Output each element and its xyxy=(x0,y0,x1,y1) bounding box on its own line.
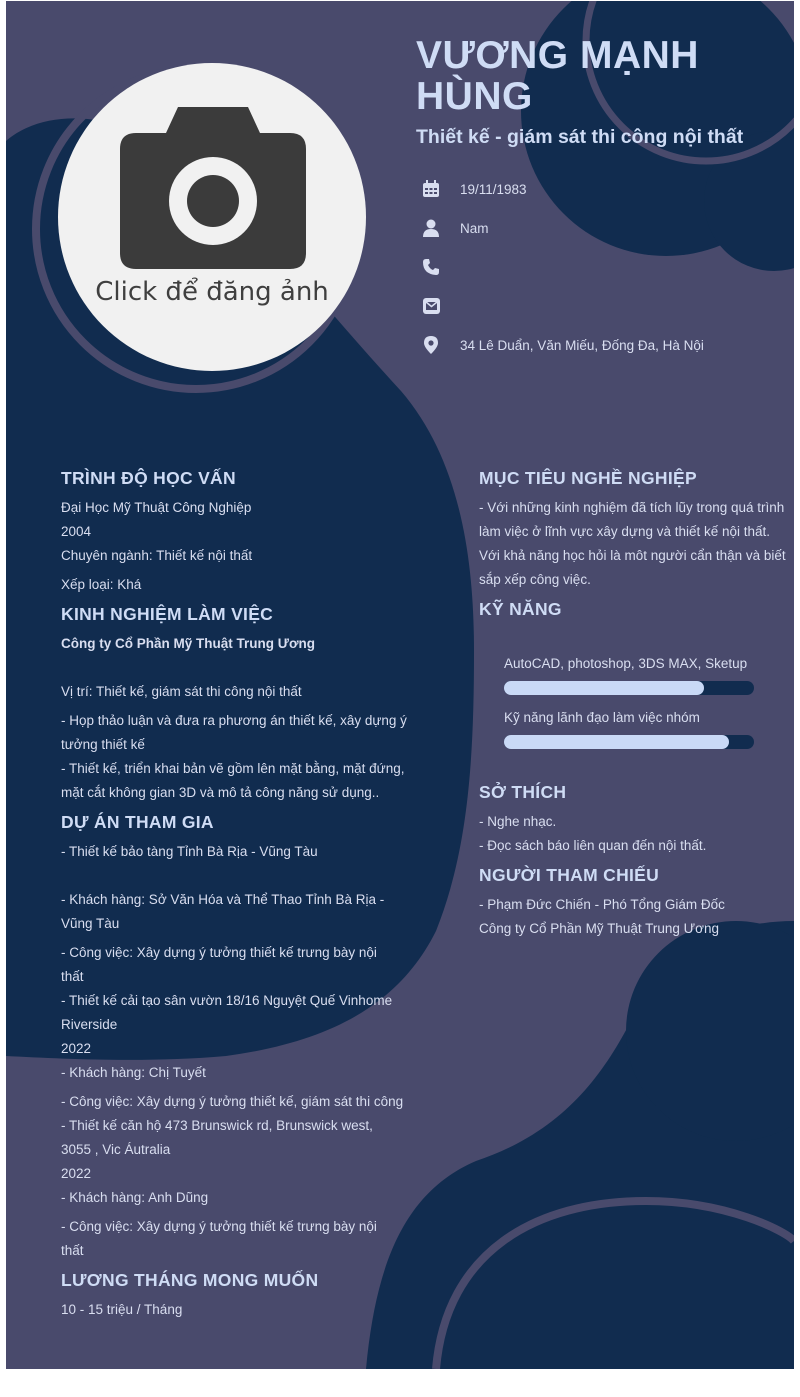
project-2-work: - Công việc: Xây dựng ý tưởng thiết kế, giám sát thi công xyxy=(61,1094,404,1109)
gender-text: Nam xyxy=(460,220,489,236)
birthday-text: 19/11/1983 xyxy=(460,181,527,197)
skill-2-label: Kỹ năng lãnh đạo làm việc nhóm xyxy=(504,710,700,725)
references-title: NGƯỜI THAM CHIẾU xyxy=(479,865,660,885)
project-1-name: - Thiết kế bảo tàng Tỉnh Bà Rịa - Vũng Tàu xyxy=(61,844,318,859)
photo-upload[interactable] xyxy=(58,63,366,371)
address-text: 34 Lê Duẩn, Văn Miếu, Đống Đa, Hà Nội xyxy=(460,337,704,353)
cv-page xyxy=(6,1,794,1369)
objective-line-2: làm việc ở lĩnh vực xây dựng và thiết kế nội thất. xyxy=(479,524,771,539)
skill-1-bar-fill xyxy=(504,681,704,695)
project-1-client-cont: Vũng Tàu xyxy=(61,916,120,931)
education-school: Đại Học Mỹ Thuật Công Nghiệp xyxy=(61,500,252,515)
experience-duty-2-cont: mặt cắt không gian 3D và mô tả công năng sử dụng.. xyxy=(61,785,380,800)
hobby-2: - Đọc sách báo liên quan đến nội thất. xyxy=(479,838,707,853)
project-2-year: 2022 xyxy=(61,1041,92,1056)
info-phone xyxy=(420,255,460,279)
salary-value: 10 - 15 triệu / Tháng xyxy=(61,1302,183,1317)
job-title: Thiết kế - giám sát thi công nội thất xyxy=(416,126,744,148)
candidate-name: VƯƠNG MẠNH HÙNG xyxy=(416,34,699,118)
phone-icon xyxy=(420,256,442,278)
calendar-icon xyxy=(420,178,442,200)
project-3-name-cont: 3055 , Vic Áutralia xyxy=(61,1142,171,1157)
project-2-name: - Thiết kế cải tạo sân vườn 18/16 Nguyệt Quế Vinhome xyxy=(61,993,393,1008)
education-rank: Xếp loại: Khá xyxy=(61,577,142,592)
education-major: Chuyên ngành: Thiết kế nội thất xyxy=(61,548,253,563)
skill-1-label: AutoCAD, photoshop, 3DS MAX, Sketup xyxy=(504,656,748,671)
project-2-name-cont: Riverside xyxy=(61,1017,118,1032)
experience-duty-2: - Thiết kế, triển khai bản vẽ gồm lên mặt bằng, mặt đứng, xyxy=(61,761,405,776)
reference-line-2: Công ty Cổ Phần Mỹ Thuật Trung Ương xyxy=(479,921,720,936)
skill-2-bar xyxy=(504,735,754,749)
projects-title: DỰ ÁN THAM GIA xyxy=(61,812,214,832)
experience-duty-1-cont: tưởng thiết kế xyxy=(61,737,145,752)
project-1-client: - Khách hàng: Sở Văn Hóa và Thể Thao Tỉnh Bà Rịa - xyxy=(61,892,385,907)
envelope-icon xyxy=(420,295,442,317)
info-gender xyxy=(420,216,489,240)
experience-company: Công ty Cổ Phần Mỹ Thuật Trung Ương xyxy=(61,636,316,651)
project-3-client: - Khách hàng: Anh Dũng xyxy=(61,1190,209,1205)
photo-upload-label: Click để đăng ảnh xyxy=(95,277,329,307)
camera-icon xyxy=(120,107,306,269)
hobbies-title: SỞ THÍCH xyxy=(479,782,567,802)
project-3-year: 2022 xyxy=(61,1166,92,1181)
user-icon xyxy=(420,217,442,239)
skills-title: KỸ NĂNG xyxy=(479,599,562,619)
objective-line-4: sắp xếp công việc. xyxy=(479,572,591,587)
objective-title: MỤC TIÊU NGHỀ NGHIỆP xyxy=(479,468,697,488)
reference-line-1: - Phạm Đức Chiến - Phó Tổng Giám Đốc xyxy=(479,897,725,912)
hobby-1: - Nghe nhạc. xyxy=(479,814,557,829)
experience-duty-1: - Họp thảo luận và đưa ra phương án thiết kế, xây dựng ý xyxy=(61,713,407,728)
education-year: 2004 xyxy=(61,524,92,539)
objective-line-3: Với khả năng học hỏi là môt người cẩn thận và biết xyxy=(479,548,786,563)
map-pin-icon xyxy=(420,334,442,356)
project-3-name: - Thiết kế căn hộ 473 Brunswick rd, Brunswick west, xyxy=(61,1118,373,1133)
experience-title: KINH NGHIỆM LÀM VIỆC xyxy=(61,604,274,624)
project-1-work: - Công việc: Xây dựng ý tưởng thiết kế trưng bày nội xyxy=(61,945,377,960)
info-birthday xyxy=(420,177,527,201)
project-2-client: - Khách hàng: Chị Tuyết xyxy=(61,1065,206,1080)
skill-1-bar xyxy=(504,681,754,695)
project-3-work: - Công việc: Xây dựng ý tưởng thiết kế trưng bày nội xyxy=(61,1219,377,1234)
education-title: TRÌNH ĐỘ HỌC VẤN xyxy=(61,468,236,488)
project-1-work-cont: thất xyxy=(61,969,84,984)
experience-position: Vị trí: Thiết kế, giám sát thi công nội thất xyxy=(61,684,302,699)
info-address xyxy=(420,333,704,357)
salary-title: LƯƠNG THÁNG MONG MUỐN xyxy=(61,1270,319,1290)
objective-line-1: - Với những kinh nghiệm đã tích lũy trong quá trình xyxy=(479,500,785,515)
skill-2-bar-fill xyxy=(504,735,729,749)
info-email xyxy=(420,294,460,318)
project-3-work-cont: thất xyxy=(61,1243,84,1258)
